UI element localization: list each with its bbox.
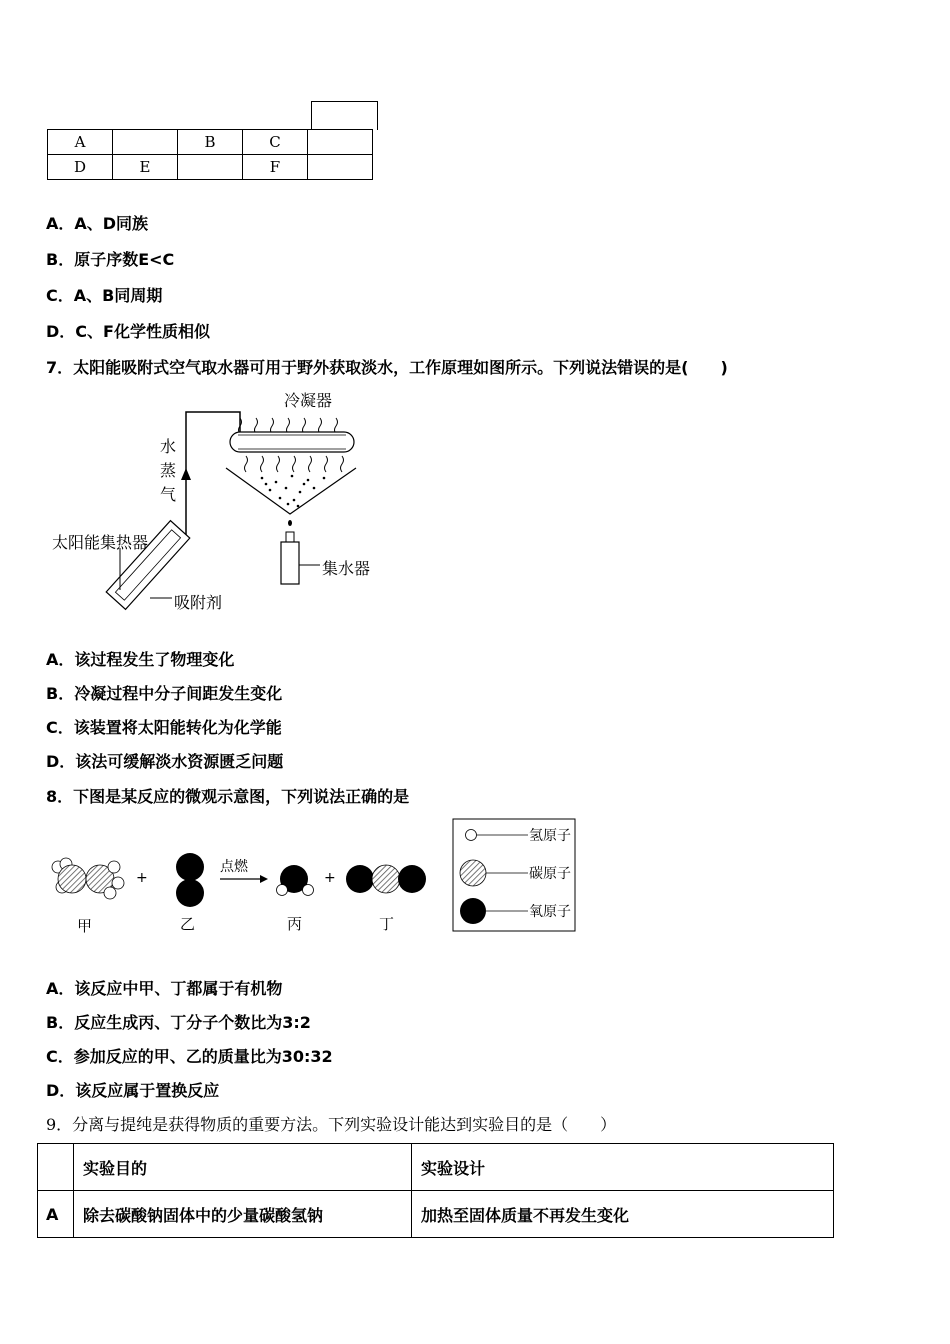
vapor-label-2: 蒸 bbox=[160, 461, 177, 480]
q7-option-c[interactable]: C．该装置将太阳能转化为化学能 bbox=[46, 718, 282, 737]
q7-option-a[interactable]: A．该过程发生了物理变化 bbox=[46, 650, 235, 669]
q8-figure bbox=[40, 815, 585, 940]
q8-option-d[interactable]: D．该反应属于置换反应 bbox=[46, 1081, 220, 1100]
solar-collector-label: 太阳能集热器 bbox=[52, 533, 149, 552]
table-header: 实验设计 bbox=[412, 1144, 834, 1191]
q6-option-b[interactable]: B．原子序数E<C bbox=[46, 250, 175, 269]
legend-hydrogen: 氢原子 bbox=[529, 828, 571, 844]
table-row bbox=[48, 155, 373, 180]
water-harvester-diagram bbox=[0, 380, 420, 620]
table-header: 实验目的 bbox=[74, 1144, 412, 1191]
table-cell: E bbox=[113, 155, 178, 180]
vapor-label-1: 水 bbox=[160, 437, 177, 456]
q6-option-a[interactable]: A．A、D同族 bbox=[46, 214, 149, 233]
table-cell bbox=[113, 130, 178, 155]
molecule-label-yi: 乙 bbox=[180, 915, 196, 933]
condenser-label: 冷凝器 bbox=[284, 391, 333, 410]
plus-sign-2: + bbox=[324, 870, 336, 886]
table-cell bbox=[178, 155, 243, 180]
molecule-label-bing: 丙 bbox=[287, 915, 303, 933]
table-cell: A bbox=[48, 130, 113, 155]
q6-option-c[interactable]: C．A、B同周期 bbox=[46, 286, 163, 305]
table-cell: B bbox=[178, 130, 243, 155]
table-cell: 加热至固体质量不再发生变化 bbox=[412, 1191, 834, 1238]
q8-option-a[interactable]: A．该反应中甲、丁都属于有机物 bbox=[46, 979, 283, 998]
q8-option-b[interactable]: B．反应生成丙、丁分子个数比为3:2 bbox=[46, 1013, 311, 1032]
q8-option-c[interactable]: C．参加反应的甲、乙的质量比为30:32 bbox=[46, 1047, 333, 1066]
table-header-row bbox=[38, 1144, 834, 1191]
q7-figure bbox=[0, 380, 420, 620]
table-cell bbox=[308, 155, 373, 180]
periodic-table-top-cell bbox=[311, 101, 378, 130]
reaction-condition: 点燃 bbox=[220, 859, 248, 875]
table-cell: A bbox=[38, 1191, 74, 1238]
reaction-diagram bbox=[40, 815, 585, 940]
q8-stem: 8．下图是某反应的微观示意图，下列说法正确的是 bbox=[46, 787, 410, 806]
periodic-table bbox=[47, 129, 373, 180]
water-collector-label: 集水器 bbox=[322, 559, 371, 578]
table-cell: F bbox=[243, 155, 308, 180]
molecule-label-jia: 甲 bbox=[77, 917, 93, 935]
experiment-table bbox=[37, 1143, 834, 1238]
molecule-label-ding: 丁 bbox=[379, 915, 395, 933]
q7-option-d[interactable]: D．该法可缓解淡水资源匮乏问题 bbox=[46, 752, 284, 771]
q7-option-b[interactable]: B．冷凝过程中分子间距发生变化 bbox=[46, 684, 283, 703]
adsorbent-label: 吸附剂 bbox=[174, 593, 223, 612]
plus-sign-1: + bbox=[136, 870, 148, 886]
legend-carbon: 碳原子 bbox=[529, 866, 571, 882]
vapor-label-3: 气 bbox=[160, 485, 177, 504]
table-header bbox=[38, 1144, 74, 1191]
table-cell: C bbox=[243, 130, 308, 155]
legend-oxygen: 氧原子 bbox=[529, 904, 571, 920]
q9-stem: 9．分离与提纯是获得物质的重要方法。下列实验设计能达到实验目的是（ ） bbox=[46, 1115, 617, 1134]
table-cell: D bbox=[48, 155, 113, 180]
table-row bbox=[48, 130, 373, 155]
q6-option-d[interactable]: D．C、F化学性质相似 bbox=[46, 322, 210, 341]
table-cell bbox=[308, 130, 373, 155]
q7-stem: 7．太阳能吸附式空气取水器可用于野外获取淡水，工作原理如图所示。下列说法错误的是( ) bbox=[46, 358, 728, 377]
table-cell: 除去碳酸钠固体中的少量碳酸氢钠 bbox=[74, 1191, 412, 1238]
table-row[interactable] bbox=[38, 1191, 834, 1238]
